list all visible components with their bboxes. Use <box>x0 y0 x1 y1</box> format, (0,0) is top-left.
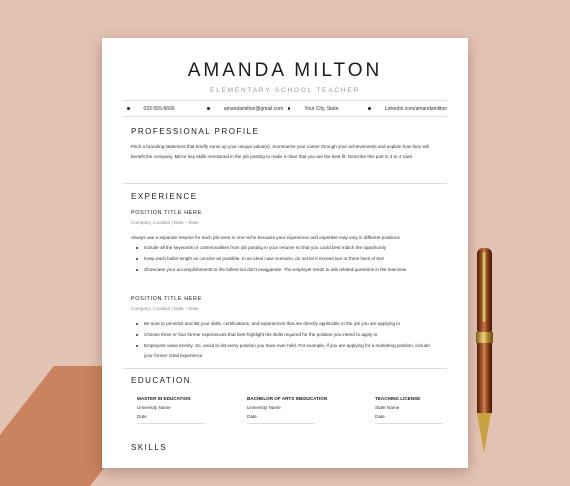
pen-tip <box>477 413 491 453</box>
job-2-bullet <box>144 319 440 329</box>
education-date: Date <box>375 414 385 419</box>
pen-clip <box>482 252 486 322</box>
pen-band <box>476 332 493 343</box>
bullet-text: Keep each bullet length as concise as possible. In an ideal case scenario, do not let it exceed two or three lines of text <box>144 256 384 261</box>
education-school: University Name <box>137 405 171 410</box>
divider <box>123 183 447 184</box>
job-1-bullet <box>144 243 440 253</box>
contact-location-text: Your City, State <box>304 105 339 112</box>
contact-email <box>203 106 283 112</box>
linkedin-icon <box>368 107 371 110</box>
pen-body <box>477 343 492 413</box>
education-heading: EDUCATION <box>131 376 192 385</box>
bullet-text: Include all the keywords or commonalities from job posting in your resume so that you could best match the opportunity <box>144 245 387 250</box>
contact-linkedin <box>364 106 447 112</box>
contact-phone <box>123 106 203 112</box>
job-1-bullet <box>144 265 440 275</box>
contact-location <box>284 106 364 112</box>
contact-email-text: amandamilton@gmail.com <box>223 105 284 112</box>
job-1-meta: Company, Location | Date – Date <box>131 220 199 225</box>
bullet-text: Choose three or four former experiences that best highlight the skills required for the position you intend to apply to <box>144 332 378 337</box>
profile-text: Pitch a branding statement that briefly sums up your unique value(s). Summarize your career through your achievements and explain how they will benefit the company. Mirror key skills mentioned in the job posting to make it clear that you are the best fit. Describe this part in 3 to 4 rows <box>131 144 429 159</box>
experience-heading: EXPERIENCE <box>131 192 198 201</box>
education-degree: MASTER IN EDUCATION <box>137 396 191 401</box>
education-degree: BACHELOR OF ARTS INEDUCATION <box>247 396 328 401</box>
bullet-text: Showcase your accomplishments to the fullest but don't exaggerate. The employer tends to ask related questions in the interview <box>144 267 407 272</box>
education-school: State Name <box>375 405 400 410</box>
contact-bar <box>123 100 447 117</box>
divider <box>247 423 315 424</box>
divider <box>375 423 443 424</box>
resume-name: AMANDA MILTON <box>187 60 383 81</box>
email-icon <box>207 107 210 110</box>
education-degree: TEACHING LICENSE <box>375 396 421 401</box>
bullet-dot <box>136 269 138 271</box>
bullet-text: Employers value brevity. So, avoid to list every position you have ever held. For example, if you are applying for a marketing position, include your former retail experience <box>144 343 430 358</box>
skills-heading: SKILLS <box>131 443 168 452</box>
bullet-dot <box>136 247 138 249</box>
bullet-dot <box>136 258 138 260</box>
education-item <box>137 396 205 424</box>
location-icon <box>288 107 291 110</box>
job-1-intro: Always use a separate resume for each job even in one niche because your experience and expertise may vary in different positions <box>131 235 400 240</box>
education-item <box>247 396 327 424</box>
bullet-dot <box>136 323 138 325</box>
contact-linkedin-text: Linkedin.com/amandamilton <box>384 105 447 112</box>
phone-icon <box>127 107 130 110</box>
education-school: University Name <box>247 405 281 410</box>
pen-image <box>472 248 496 458</box>
divider <box>137 423 205 424</box>
divider <box>123 368 447 369</box>
job-2-bullet <box>144 330 440 340</box>
job-2-meta: Company, Location | Date – Date <box>131 306 199 311</box>
job-2-title: POSITION TITLE HERE <box>131 296 202 302</box>
education-item <box>375 396 443 424</box>
job-2-bullet <box>144 341 440 361</box>
bullet-dot <box>136 334 138 336</box>
bullet-dot <box>136 345 138 347</box>
bullet-text: Be sure to prioritize and list your skills, certifications, and experiences that are directly applicable to the job you are applying to <box>144 321 401 326</box>
profile-heading: PROFESSIONAL PROFILE <box>131 127 260 136</box>
resume-page <box>102 38 468 468</box>
education-date: Date <box>247 414 257 419</box>
education-date: Date <box>137 414 147 419</box>
contact-phone-text: 033-555-6666 <box>143 105 175 112</box>
resume-subtitle: ELEMENTARY SCHOOL TEACHER <box>209 87 361 94</box>
job-1-bullet <box>144 254 440 264</box>
job-1-title: POSITION TITLE HERE <box>131 210 202 216</box>
